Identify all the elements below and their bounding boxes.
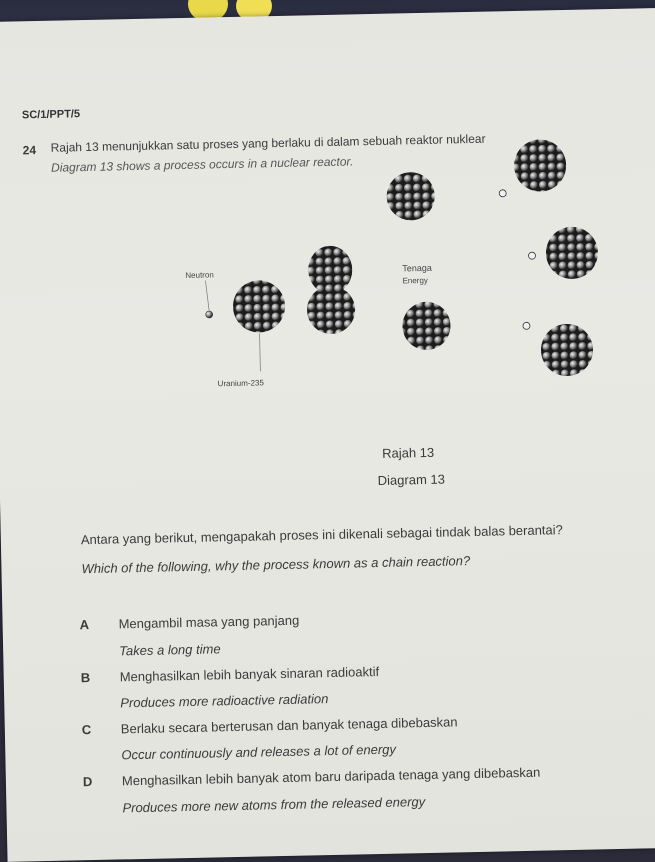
option-a-malay[interactable]: Mengambil masa yang panjang (118, 612, 300, 632)
fission-diagram (178, 134, 623, 403)
prompt-malay: Antara yang berikut, mengapakah proses ini dikenali sebagai tindak balas berantai? (80, 522, 563, 548)
energy-label-malay: Tenaga (402, 262, 432, 274)
released-neutron (523, 322, 530, 329)
prompt-english: Which of the following, why the process known as a chain reaction? (81, 553, 471, 577)
uranium-pointer (260, 333, 261, 371)
fission-fragment (402, 301, 451, 350)
question-stem-malay: Rajah 13 menunjukkan satu proses yang berlaku di dalam sebuah reaktor nuklear (50, 131, 486, 155)
option-b-malay[interactable]: Menghasilkan lebih banyak sinaran radioaktif (119, 663, 380, 685)
uranium-nucleus (232, 280, 285, 333)
option-b-letter[interactable]: B (80, 670, 91, 686)
option-d-letter[interactable]: D (82, 774, 93, 790)
option-b-english[interactable]: Produces more radioactive radiation (120, 691, 329, 711)
fission-fragment (386, 172, 435, 221)
question-number: 24 (22, 143, 37, 158)
option-c-malay[interactable]: Berlaku secara berterusan dan banyak tenaga dibebaskan (120, 714, 458, 737)
neutron-label: Neutron (185, 270, 214, 280)
diagram-caption-english: Diagram 13 (377, 471, 446, 488)
released-neutron (499, 190, 506, 197)
question-stem-english: Diagram 13 shows a process occurs in a nuclear reactor. (50, 154, 354, 175)
next-uranium-nucleus (545, 226, 598, 279)
option-a-english[interactable]: Takes a long time (119, 641, 221, 659)
energy-label-english: Energy (402, 275, 428, 286)
next-uranium-nucleus (514, 139, 567, 192)
exam-paper (0, 8, 655, 862)
diagram-caption-malay: Rajah 13 (381, 444, 435, 461)
released-neutron (528, 252, 535, 259)
option-d-english[interactable]: Produces more new atoms from the released energy (122, 794, 426, 816)
incoming-neutron (206, 311, 213, 318)
option-d-malay[interactable]: Menghasilkan lebih banyak atom baru daripada tenaga yang dibebaskan (121, 764, 541, 789)
uranium-label: Uranium-235 (217, 378, 264, 389)
option-a-letter[interactable]: A (79, 617, 90, 633)
splitting-nucleus-bottom (307, 285, 356, 334)
option-c-letter[interactable]: C (81, 722, 92, 738)
option-c-english[interactable]: Occur continuously and releases a lot of energy (121, 741, 397, 763)
paper-code: SC/1/PPT/5 (21, 108, 81, 122)
neutron-pointer (205, 280, 209, 310)
next-uranium-nucleus (540, 323, 593, 376)
